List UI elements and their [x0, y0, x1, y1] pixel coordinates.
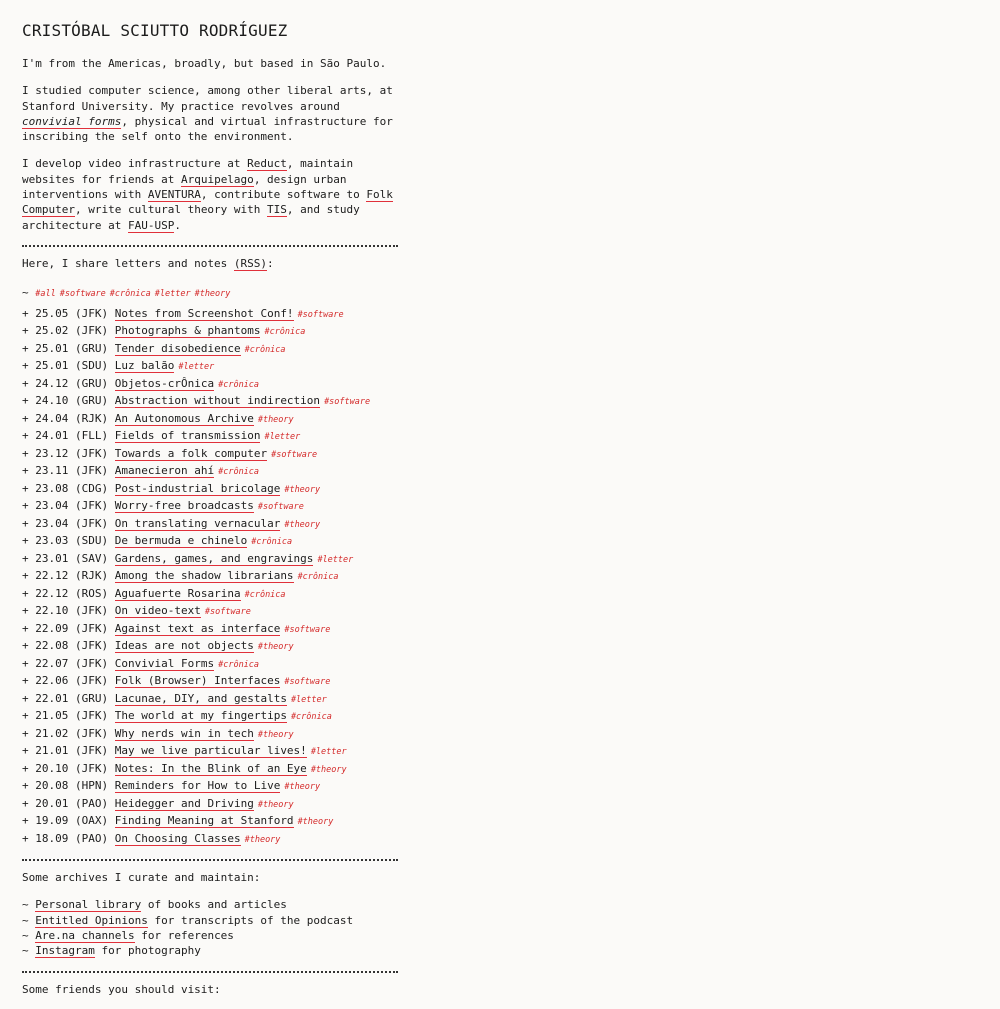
post-title-link[interactable]: The world at my fingertips — [114, 709, 287, 723]
post-bullet: + — [22, 586, 36, 600]
post-location: OAX — [81, 814, 102, 828]
work-text: , maintain websites for friends at — [22, 157, 354, 186]
post-item: + 25.01 (SDU) Luz balão #letter — [22, 359, 215, 373]
post-item: + 23.01 (SAV) Gardens, games, and engravings #letter — [22, 551, 354, 565]
work-text: I develop video infrastructure at — [22, 157, 248, 171]
post-tag[interactable]: #theory — [297, 817, 334, 828]
post-date: 24.04 — [35, 411, 69, 425]
divider — [22, 859, 398, 861]
fau-usp-link[interactable]: FAU-USP — [127, 218, 175, 232]
post-tag[interactable]: #letter — [310, 747, 347, 758]
post-title-link[interactable]: Aguafuerte Rosarina — [114, 586, 241, 600]
post-tag[interactable]: #letter — [178, 362, 215, 373]
post-tag[interactable]: #crônica — [251, 537, 293, 548]
post-title-link[interactable]: Finding Meaning at Stanford — [114, 814, 294, 828]
post-title-link[interactable]: Abstraction without indirection — [114, 394, 321, 408]
work-text: . — [174, 218, 181, 232]
post-title-link[interactable]: Objetos-crÔnica — [114, 376, 215, 390]
post-date: 22.08 — [35, 639, 69, 653]
post-bullet: + — [22, 779, 36, 793]
post-item: + 21.02 (JFK) Why nerds win in tech #theory — [22, 726, 294, 740]
post-tag[interactable]: #software — [324, 397, 371, 408]
convivial-forms-link[interactable]: convivial forms — [22, 114, 122, 128]
archive-item: ~ Entitled Opinions for transcripts of the podcast — [22, 913, 354, 927]
post-tag[interactable]: #software — [204, 607, 251, 618]
post-location: JFK — [81, 464, 102, 478]
post-location: GRU — [81, 341, 102, 355]
share-line — [22, 256, 398, 271]
post-tag[interactable]: #theory — [257, 799, 294, 810]
post-date: 19.09 — [35, 814, 69, 828]
filter-tag-letter[interactable]: #letter — [154, 289, 191, 300]
post-bullet: + — [22, 551, 36, 565]
post-location: SAV — [81, 551, 102, 565]
work-text: , contribute software to — [200, 188, 367, 202]
arquipelago-link[interactable]: Arquipelago — [180, 172, 254, 186]
post-date: 22.01 — [35, 691, 69, 705]
post-item: + 24.04 (RJK) An Autonomous Archive #theory — [22, 411, 294, 425]
work-text: , design urban interventions with — [22, 172, 347, 202]
post-item: + 23.04 (JFK) Worry-free broadcasts #software — [22, 499, 304, 513]
post-item: + 22.09 (JFK) Against text as interface #software — [22, 621, 331, 635]
post-date: 21.05 — [35, 709, 69, 723]
post-date: 22.12 — [35, 586, 69, 600]
post-location: JFK — [81, 604, 102, 618]
post-location: JFK — [81, 306, 102, 320]
post-date: 20.08 — [35, 779, 69, 793]
post-location: SDU — [81, 359, 102, 373]
post-location: JFK — [81, 709, 102, 723]
post-tag[interactable]: #software — [257, 502, 304, 513]
work-text: , write cultural theory with — [74, 203, 268, 217]
post-item: + 22.12 (RJK) Among the shadow librarians #crônica — [22, 569, 339, 583]
post-item: + 22.12 (ROS) Aguafuerte Rosarina #crônica — [22, 586, 286, 600]
post-item: + 25.02 (JFK) Photographs & phantoms #crônica — [22, 324, 306, 338]
post-item: + 22.10 (JFK) On video-text #software — [22, 604, 251, 618]
post-tag[interactable]: #crônica — [218, 659, 260, 670]
post-bullet: + — [22, 744, 36, 758]
post-tag[interactable]: #theory — [310, 764, 347, 775]
post-title-link[interactable]: Towards a folk computer — [114, 446, 268, 460]
post-tag[interactable]: #crônica — [297, 572, 339, 583]
post-item: + 25.01 (GRU) Tender disobedience #crônica — [22, 341, 286, 355]
post-location: JFK — [81, 621, 102, 635]
archive-link[interactable]: Are.na channels — [35, 928, 135, 942]
reduct-link[interactable]: Reduct — [247, 157, 287, 171]
post-tag[interactable]: #letter — [317, 554, 354, 565]
post-title-link[interactable]: Photographs & phantoms — [114, 324, 261, 338]
studies-paragraph — [22, 83, 398, 144]
post-item: + 22.07 (JFK) Convivial Forms #crônica — [22, 656, 260, 670]
post-location: JFK — [81, 726, 102, 740]
post-location: GRU — [81, 394, 102, 408]
filter-tag-software[interactable]: #software — [59, 289, 106, 300]
post-location: JFK — [81, 639, 102, 653]
post-tag[interactable]: #crônica — [264, 327, 306, 338]
studies-text: I studied computer science, among other liberal arts, at Stanford University. My practice revolves around — [22, 84, 393, 113]
post-date: 23.01 — [35, 551, 69, 565]
share-text: Here, I share letters and notes — [22, 256, 234, 270]
post-date: 24.10 — [35, 394, 69, 408]
post-bullet: + — [22, 569, 36, 583]
filter-prefix: ~ — [22, 286, 29, 300]
post-bullet: + — [22, 324, 36, 338]
post-item: + 25.05 (JFK) Notes from Screenshot Conf! #software — [22, 306, 344, 320]
archive-description: for transcripts of the podcast — [147, 913, 354, 927]
post-bullet: + — [22, 394, 36, 408]
post-tag[interactable]: #crônica — [244, 344, 286, 355]
post-bullet: + — [22, 464, 36, 478]
post-title-link[interactable]: Lacunae, DIY, and gestalts — [114, 691, 287, 705]
post-location: PAO — [81, 796, 102, 810]
page-content — [22, 20, 398, 1009]
filter-tag-all[interactable]: #all — [35, 289, 56, 300]
post-tag[interactable]: #crônica — [290, 712, 332, 723]
post-bullet: + — [22, 306, 36, 320]
post-bullet: + — [22, 376, 36, 390]
archive-item: ~ Are.na channels for references — [22, 928, 234, 942]
post-item: + 24.10 (GRU) Abstraction without indirection #software — [22, 394, 371, 408]
post-item: + 22.01 (GRU) Lacunae, DIY, and gestalts #letter — [22, 691, 327, 705]
work-text: , and study architecture at — [22, 203, 360, 232]
filter-tag-theory[interactable]: #theory — [194, 289, 231, 300]
page-title: CRISTÓBAL SCIUTTO RODRÍGUEZ — [22, 21, 288, 40]
post-bullet: + — [22, 446, 36, 460]
post-date: 23.04 — [35, 516, 69, 530]
post-bullet: + — [22, 429, 36, 443]
post-bullet: + — [22, 761, 36, 775]
archives-heading: Some archives I curate and maintain: — [22, 871, 261, 885]
post-item: + 20.01 (PAO) Heidegger and Driving #theory — [22, 796, 294, 810]
post-bullet: + — [22, 831, 36, 845]
post-date: 23.08 — [35, 481, 69, 495]
post-location: JFK — [81, 761, 102, 775]
post-title-link[interactable]: Reminders for How to Live — [114, 779, 281, 793]
post-date: 22.09 — [35, 621, 69, 635]
post-location: SDU — [81, 534, 102, 548]
post-location: GRU — [81, 691, 102, 705]
post-title-link[interactable]: On Choosing Classes — [114, 831, 241, 845]
post-item: + 24.01 (FLL) Fields of transmission #letter — [22, 429, 301, 443]
post-location: JFK — [81, 499, 102, 513]
post-location: ROS — [81, 586, 102, 600]
post-tag[interactable]: #software — [271, 449, 318, 460]
post-date: 23.12 — [35, 446, 69, 460]
post-title-link[interactable]: Worry-free broadcasts — [114, 499, 254, 513]
post-title-link[interactable]: An Autonomous Archive — [114, 411, 254, 425]
post-date: 23.04 — [35, 499, 69, 513]
post-date: 25.05 — [35, 306, 69, 320]
post-location: FLL — [81, 429, 102, 443]
post-location: GRU — [81, 376, 102, 390]
post-item: + 24.12 (GRU) Objetos-crÔnica #crônica — [22, 376, 260, 390]
post-date: 25.01 — [35, 341, 69, 355]
post-tag[interactable]: #software — [297, 309, 344, 320]
post-title-link[interactable]: Notes: In the Blink of an Eye — [114, 761, 307, 775]
post-bullet: + — [22, 359, 36, 373]
tis-link[interactable]: TIS — [267, 203, 287, 217]
post-title-link[interactable]: Against text as interface — [114, 621, 281, 635]
post-item: + 20.08 (HPN) Reminders for How to Live #theory — [22, 779, 321, 793]
post-date: 22.06 — [35, 674, 69, 688]
post-tag[interactable]: #letter — [264, 432, 301, 443]
archive-link[interactable]: Personal library — [35, 898, 142, 912]
post-tag[interactable]: #software — [284, 677, 331, 688]
post-title-link[interactable]: Folk (Browser) Interfaces — [114, 674, 281, 688]
post-item: + 20.10 (JFK) Notes: In the Blink of an Eye #theory — [22, 761, 347, 775]
folk-computer-link[interactable]: Folk Computer — [22, 188, 393, 217]
post-item: + 19.09 (OAX) Finding Meaning at Stanford #theory — [22, 814, 334, 828]
post-bullet: + — [22, 604, 36, 618]
divider — [22, 245, 398, 247]
post-date: 22.12 — [35, 569, 69, 583]
post-location: RJK — [81, 569, 102, 583]
post-bullet: + — [22, 726, 36, 740]
posts-list — [22, 305, 398, 848]
post-date: 25.01 — [35, 359, 69, 373]
post-tag[interactable]: #crônica — [218, 379, 260, 390]
intro-paragraph: I'm from the Americas, broadly, but based in São Paulo. — [22, 57, 387, 70]
post-location: JFK — [81, 744, 102, 758]
post-title-link[interactable]: Post-industrial bricolage — [114, 481, 281, 495]
post-title-link[interactable]: Ideas are not objects — [114, 639, 254, 653]
rss-link[interactable]: (RSS) — [233, 256, 268, 270]
post-item: + 23.12 (JFK) Towards a folk computer #software — [22, 446, 318, 460]
post-title-link[interactable]: On translating vernacular — [114, 516, 281, 530]
share-colon: : — [267, 256, 274, 270]
post-location: JFK — [81, 516, 102, 530]
post-location: JFK — [81, 446, 102, 460]
post-title-link[interactable]: Tender disobedience — [114, 341, 241, 355]
post-tag[interactable]: #theory — [284, 519, 321, 530]
archive-link[interactable]: Entitled Opinions — [35, 913, 148, 927]
archives-list — [22, 897, 398, 958]
post-date: 22.07 — [35, 656, 69, 670]
post-tag[interactable]: #theory — [284, 782, 321, 793]
post-bullet: + — [22, 341, 36, 355]
archive-description: for photography — [94, 944, 201, 958]
post-location: CDG — [81, 481, 102, 495]
post-bullet: + — [22, 814, 36, 828]
post-item: + 23.08 (CDG) Post-industrial bricolage #theory — [22, 481, 321, 495]
post-bullet: + — [22, 639, 36, 653]
post-bullet: + — [22, 516, 36, 530]
post-date: 24.12 — [35, 376, 69, 390]
post-date: 22.10 — [35, 604, 69, 618]
work-paragraph — [22, 156, 398, 232]
post-title-link[interactable]: De bermuda e chinelo — [114, 534, 248, 548]
post-tag[interactable]: #theory — [257, 642, 294, 653]
post-bullet: + — [22, 691, 36, 705]
post-bullet: + — [22, 534, 36, 548]
post-location: JFK — [81, 656, 102, 670]
post-title-link[interactable]: Why nerds win in tech — [114, 726, 254, 740]
post-location: RJK — [81, 411, 102, 425]
post-title-link[interactable]: Among the shadow librarians — [114, 569, 294, 583]
post-title-link[interactable]: May we live particular lives! — [114, 744, 307, 758]
post-tag[interactable]: #theory — [244, 834, 281, 845]
studies-text-end: , physical and virtual infrastructure for inscribing the self onto the environment. — [22, 114, 393, 144]
tag-filter-bar — [22, 285, 398, 302]
post-bullet: + — [22, 621, 36, 635]
filter-tag-cronica[interactable]: #crônica — [109, 289, 151, 300]
post-bullet: + — [22, 656, 36, 670]
post-title-link[interactable]: Heidegger and Driving — [114, 796, 254, 810]
post-title-link[interactable]: Amanecieron ahí — [114, 464, 215, 478]
post-tag[interactable]: #theory — [257, 414, 294, 425]
post-bullet: + — [22, 411, 36, 425]
archive-description: of books and articles — [141, 898, 287, 912]
post-date: 25.02 — [35, 324, 69, 338]
post-location: JFK — [81, 324, 102, 338]
post-bullet: + — [22, 674, 36, 688]
post-item: + 23.03 (SDU) De bermuda e chinelo #crônica — [22, 534, 293, 548]
post-date: 24.01 — [35, 429, 69, 443]
archive-item: ~ Instagram for photography — [22, 944, 201, 958]
post-location: PAO — [81, 831, 102, 845]
post-tag[interactable]: #crônica — [244, 589, 286, 600]
archive-description: for references — [134, 928, 234, 942]
post-date: 18.09 — [35, 831, 69, 845]
post-tag[interactable]: #letter — [290, 694, 327, 705]
archive-item: ~ Personal library of books and articles — [22, 898, 287, 912]
post-date: 20.01 — [35, 796, 69, 810]
aventura-link[interactable]: AVENTURA — [147, 188, 201, 202]
post-tag[interactable]: #crônica — [218, 467, 260, 478]
post-date: 23.11 — [35, 464, 69, 478]
post-item: + 21.01 (JFK) May we live particular lives! #letter — [22, 744, 347, 758]
post-item: + 18.09 (PAO) On Choosing Classes #theory — [22, 831, 281, 845]
post-date: 20.10 — [35, 761, 69, 775]
divider — [22, 971, 398, 973]
post-bullet: + — [22, 796, 36, 810]
post-tag[interactable]: #theory — [284, 484, 321, 495]
post-date: 21.01 — [35, 744, 69, 758]
friends-heading: Some friends you should visit: — [22, 982, 221, 996]
archive-link[interactable]: Instagram — [35, 944, 95, 958]
post-bullet: + — [22, 481, 36, 495]
post-date: 21.02 — [35, 726, 69, 740]
post-item: + 22.06 (JFK) Folk (Browser) Interfaces #software — [22, 674, 331, 688]
post-item: + 22.08 (JFK) Ideas are not objects #theory — [22, 639, 294, 653]
post-bullet: + — [22, 709, 36, 723]
post-title-link[interactable]: Convivial Forms — [114, 656, 215, 670]
post-item: + 23.11 (JFK) Amanecieron ahí #crônica — [22, 464, 260, 478]
post-date: 23.03 — [35, 534, 69, 548]
post-title-link[interactable]: Gardens, games, and engravings — [114, 551, 314, 565]
post-tag[interactable]: #software — [284, 624, 331, 635]
post-bullet: + — [22, 499, 36, 513]
post-location: HPN — [81, 779, 102, 793]
post-item: + 23.04 (JFK) On translating vernacular #theory — [22, 516, 321, 530]
post-title-link[interactable]: Fields of transmission — [114, 429, 261, 443]
post-item: + 21.05 (JFK) The world at my fingertips #crônica — [22, 709, 332, 723]
post-title-link[interactable]: Luz balão — [114, 359, 175, 373]
post-tag[interactable]: #theory — [257, 729, 294, 740]
post-location: JFK — [81, 674, 102, 688]
post-title-link[interactable]: On video-text — [114, 604, 201, 618]
post-title-link[interactable]: Notes from Screenshot Conf! — [114, 306, 294, 320]
